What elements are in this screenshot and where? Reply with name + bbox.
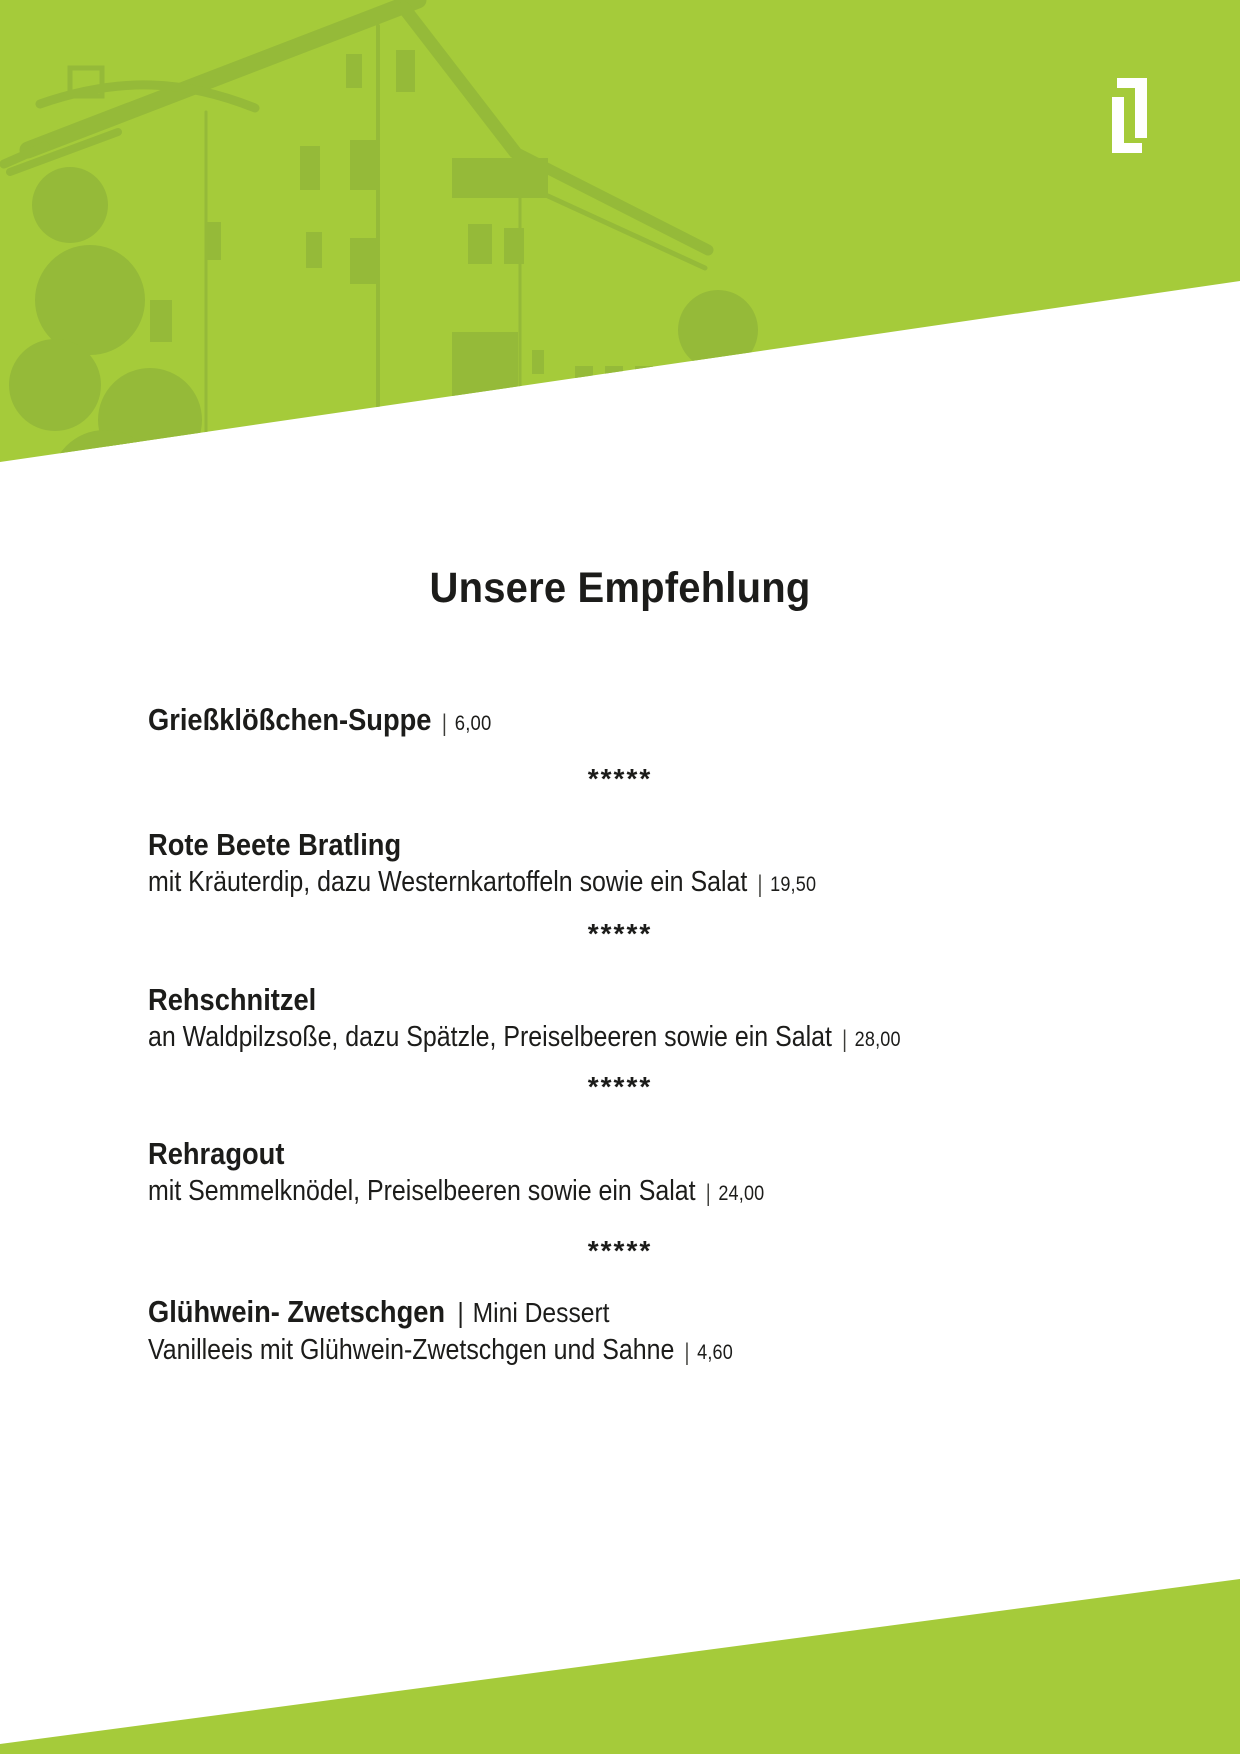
footer-band — [0, 1579, 1240, 1754]
price-separator: | — [684, 1339, 690, 1366]
price-separator: | — [757, 871, 763, 898]
dish-description-row — [148, 1332, 1008, 1371]
stars-separator: ***** — [587, 1071, 653, 1102]
price-separator: | — [442, 710, 447, 737]
stars-separator: ***** — [587, 918, 653, 949]
header-band — [0, 0, 1240, 462]
subtitle-separator: | — [457, 1297, 464, 1328]
dish-name-row — [148, 981, 1028, 1019]
dish-name-row — [148, 826, 1028, 864]
brand-logo-icon — [1112, 78, 1148, 154]
dish-description-row — [148, 1019, 1008, 1058]
dish-description: an Waldpilzsoße, dazu Spätzle, Preiselbeeren sowie ein Salat — [148, 1021, 832, 1053]
dish-name-row — [148, 701, 1028, 743]
dish-name: Grießklößchen-Suppe — [148, 702, 432, 737]
dish-description-row — [148, 1173, 1008, 1212]
dish-description: Vanilleeis mit Glühwein-Zwetschgen und Sahne — [148, 1334, 675, 1366]
price-separator: | — [705, 1180, 711, 1207]
dish-name-row — [148, 1293, 1028, 1332]
dish-price: 24,00 — [718, 1182, 765, 1205]
dish-price: 28,00 — [854, 1028, 901, 1051]
price-separator: | — [842, 1026, 847, 1053]
dish-price: 4,60 — [697, 1341, 733, 1364]
dish-name: Rehschnitzel — [148, 982, 317, 1017]
menu-item — [148, 1135, 1148, 1212]
dish-price: 6,00 — [454, 712, 492, 735]
house-illustration — [0, 0, 1240, 620]
dish-name: Glühwein- Zwetschgen — [148, 1294, 446, 1329]
stars-separator: ***** — [587, 763, 653, 794]
dish-description: mit Semmelknödel, Preiselbeeren sowie ein Salat — [148, 1175, 696, 1207]
menu-item — [148, 981, 1148, 1058]
stars-separator: ***** — [587, 1235, 653, 1266]
dish-description: mit Kräuterdip, dazu Westernkartoffeln sowie ein Salat — [148, 866, 748, 898]
dish-description-row — [148, 864, 1008, 903]
dish-price: 19,50 — [770, 873, 817, 896]
menu-item — [148, 826, 1148, 903]
page-title: Unsere Empfehlung — [429, 564, 811, 612]
menu-item — [148, 1293, 1148, 1371]
dish-name-row — [148, 1135, 1028, 1173]
dish-name: Rehragout — [148, 1136, 285, 1171]
dish-subtitle: Mini Dessert — [472, 1297, 610, 1328]
dish-name: Rote Beete Bratling — [148, 827, 402, 862]
menu-item — [148, 701, 1148, 743]
